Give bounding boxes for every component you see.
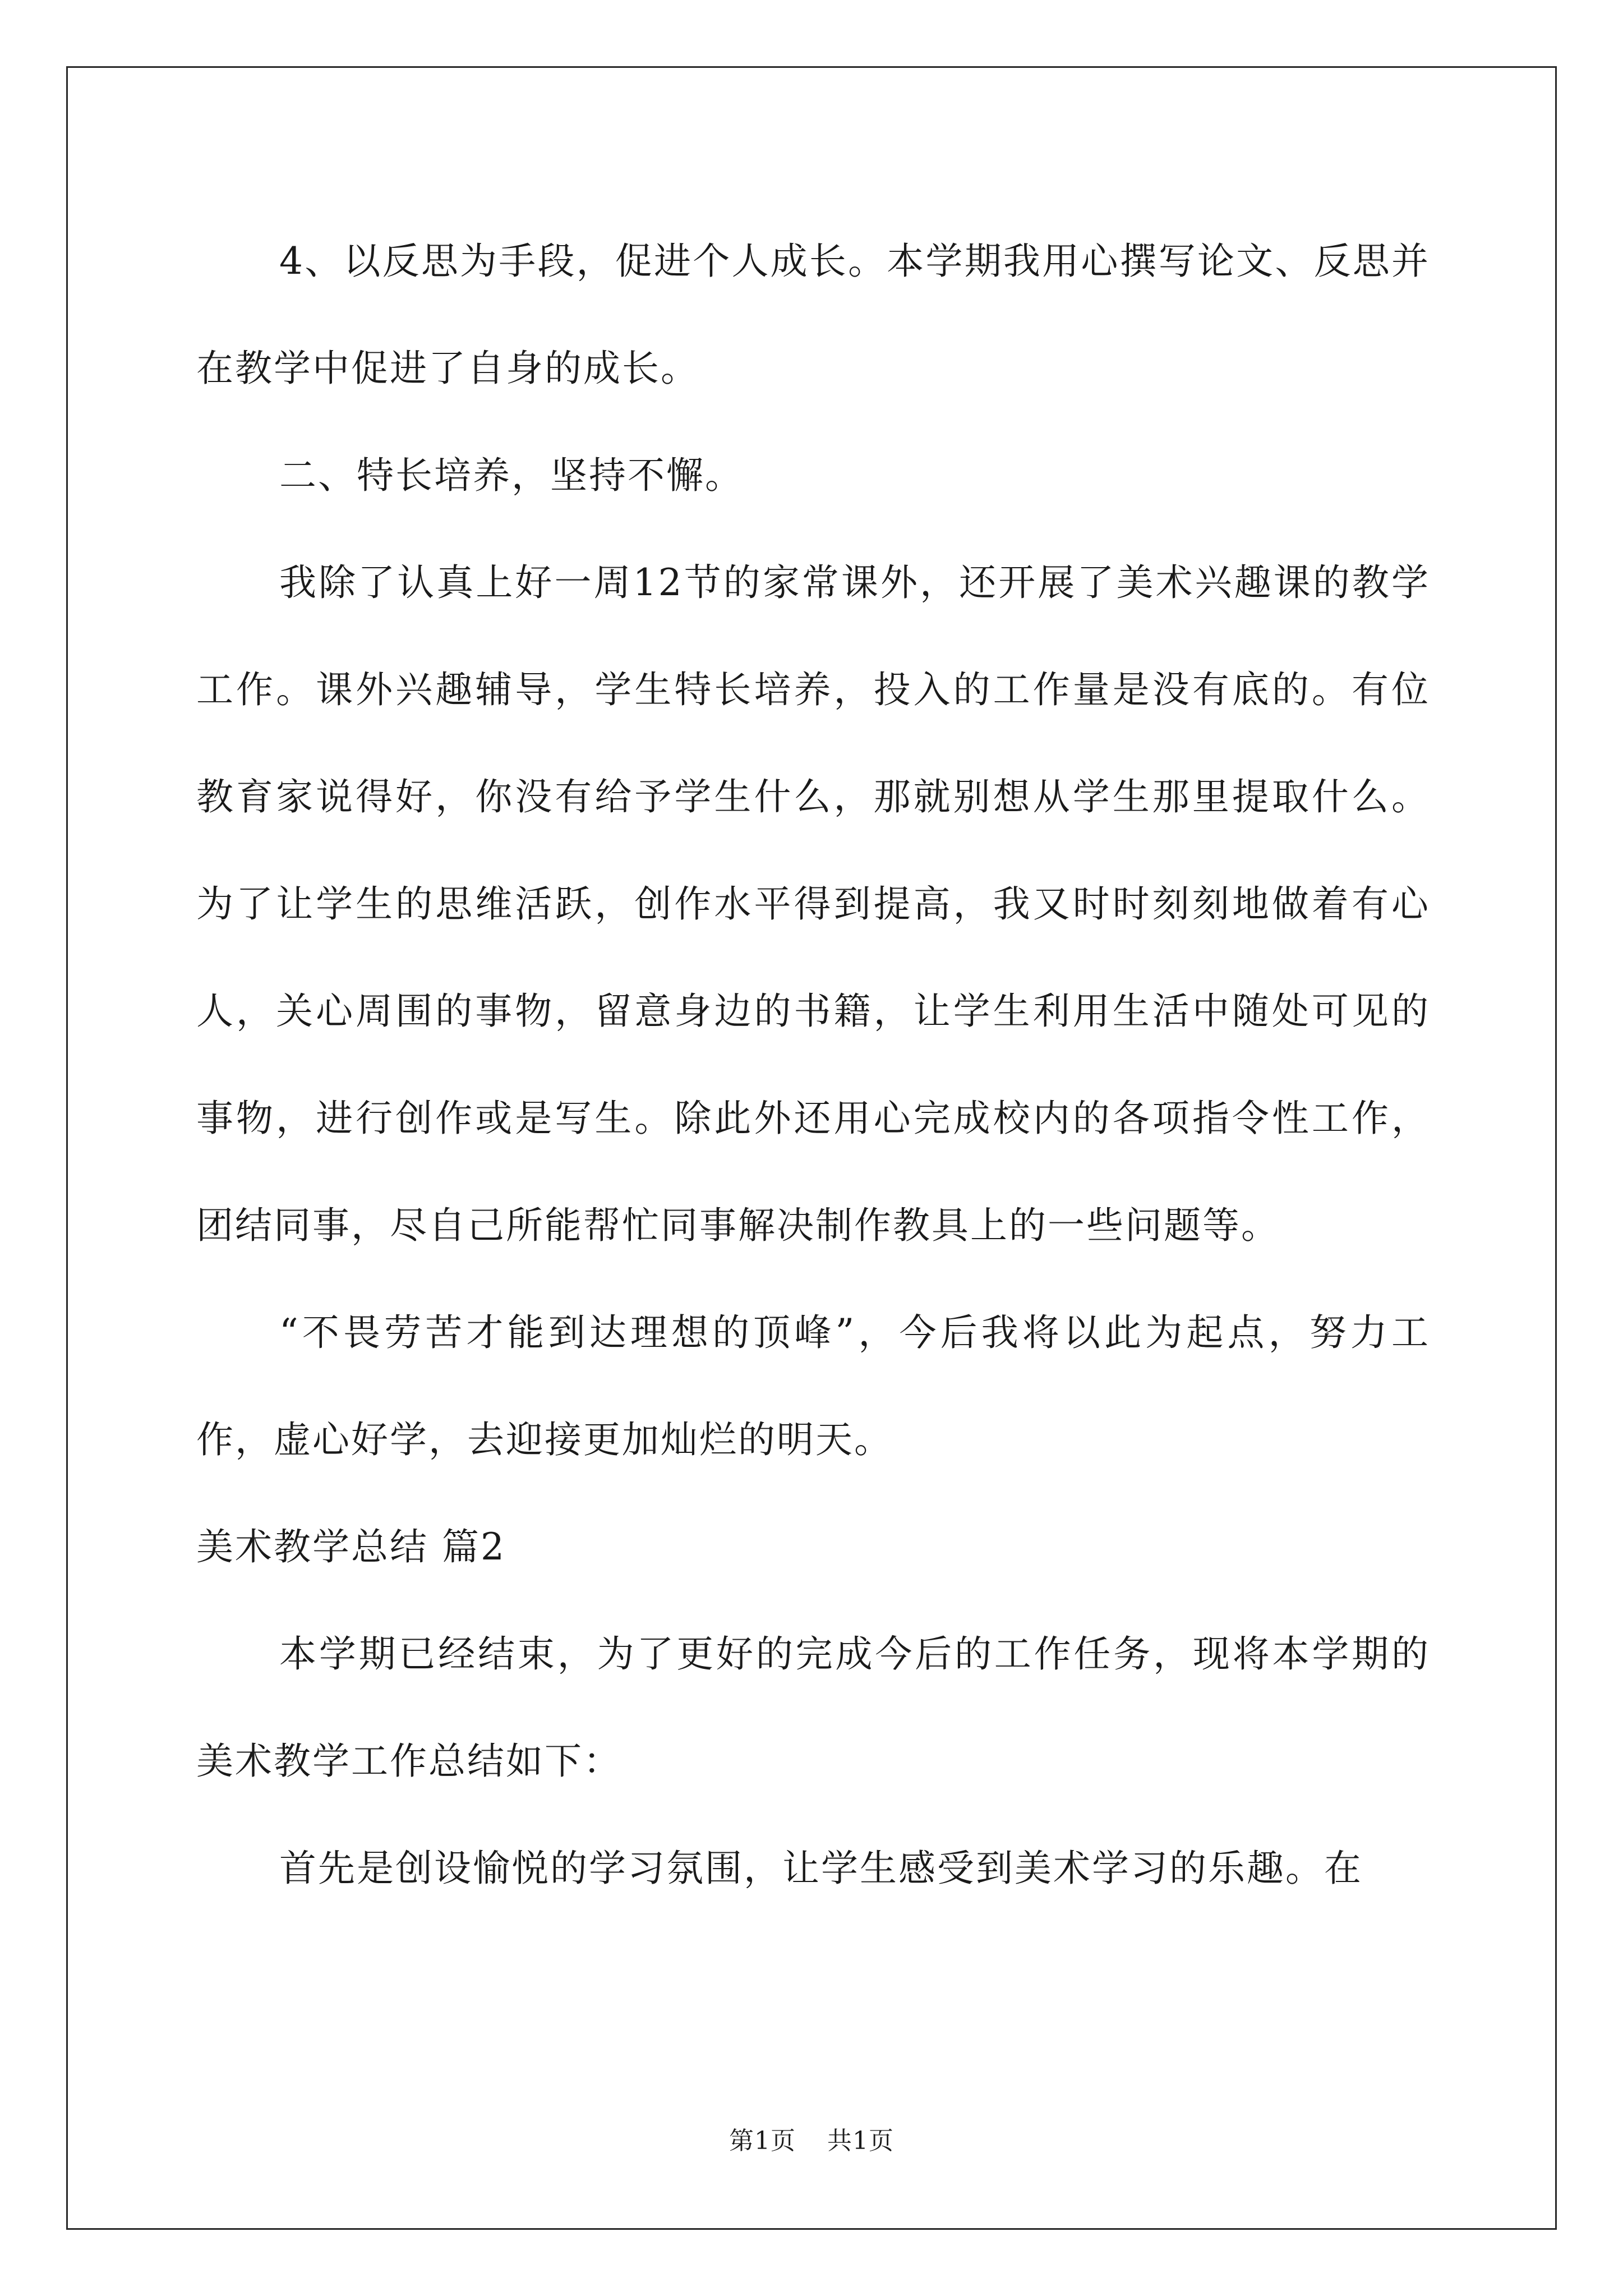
section-heading: 美术教学总结 篇2 (196, 1525, 506, 1568)
paragraph-closing-quote: “不畏劳苦才能到达理想的顶峰”，今后我将以此为起点，努力工作，虚心好学，去迎接更加灿烂的明天。 (196, 1311, 1430, 1461)
paragraph-atmosphere: 首先是创设愉悦的学习氛围，让学生感受到美术学习的乐趣。在 (279, 1847, 1363, 1890)
page-number-current: 第1页 (729, 2127, 796, 2155)
paragraph-subheading-talent: 二、特长培养，坚持不懈。 (279, 454, 744, 497)
page-footer (0, 2120, 1623, 2156)
paragraph-interest-class: 我除了认真上好一周12节的家常课外，还开展了美术兴趣课的教学工作。课外兴趣辅导，学生特长培养，投入的工作量是没有底的。有位教育家说得好，你没有给予学生什么，那就别想从学生那里提取什么。为了让学生的思维活跃，创作水平得到提高，我又时时刻刻地做着有心人，关心周围的事物，留意身边的书籍，让学生利用生活中随处可见的事物，进行创作或是写生。除此外还用心完成校内的各项指令性工作，团结同事，尽自己所能帮忙同事解决制作教具上的一些问题等。 (196, 561, 1430, 1247)
paragraph-semester-summary: 本学期已经结束，为了更好的完成今后的工作任务，现将本学期的美术教学工作总结如下： (196, 1632, 1430, 1783)
paragraph-reflection: 4、以反思为手段，促进个人成长。本学期我用心撰写论文、反思并在教学中促进了自身的成长。 (196, 240, 1430, 390)
document-body (196, 208, 1430, 1922)
page-number-total: 共1页 (827, 2127, 894, 2155)
